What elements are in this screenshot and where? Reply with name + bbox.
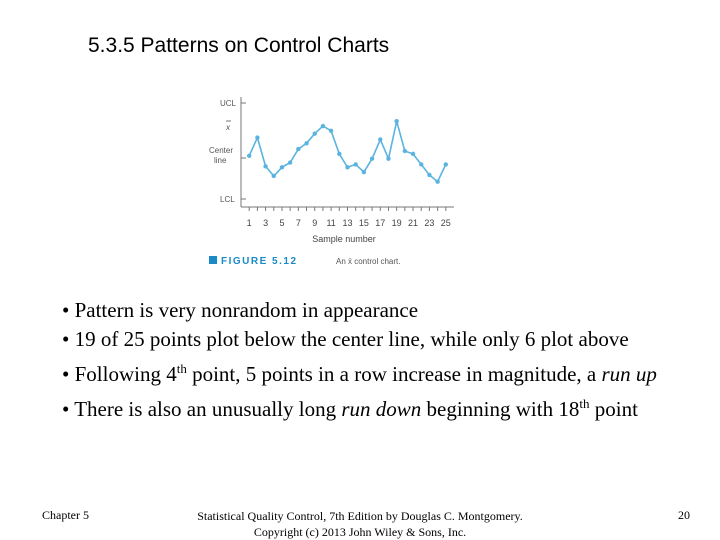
bullet-list [62, 296, 672, 424]
bullet-item [62, 389, 672, 424]
caption-marker [209, 256, 217, 264]
xbar-label: x [226, 123, 230, 132]
center-label: Center [209, 146, 234, 155]
x-tick-label: 23 [424, 218, 435, 228]
data-point [386, 156, 390, 160]
x-tick-label: 3 [263, 218, 269, 228]
data-point [321, 124, 325, 128]
x-axis-title: Sample number [312, 234, 376, 244]
x-ticks [249, 207, 446, 211]
data-point [304, 141, 308, 145]
data-point [353, 162, 357, 166]
footer-citation-line2: Copyright (c) 2013 John Wiley & Sons, Inc. [253, 525, 467, 539]
data-point [247, 154, 251, 158]
data-point [403, 149, 407, 153]
bullet-text: beginning with 18 [421, 397, 580, 421]
x-tick-label: 5 [279, 218, 285, 228]
data-point [370, 156, 374, 160]
bullet-text: • Pattern is very nonrandom in appearance [62, 298, 419, 322]
x-tick-label: 1 [246, 218, 252, 228]
x-tick-label: 13 [342, 218, 353, 228]
x-tick-label: 19 [391, 218, 402, 228]
x-tick-label: 15 [358, 218, 369, 228]
bullet-item [62, 354, 672, 389]
data-point [272, 174, 276, 178]
footer-citation-line1: Statistical Quality Control, 7th Edition by Douglas C. Montgomery. [197, 509, 523, 523]
x-tick-label: 21 [408, 218, 419, 228]
data-point [362, 170, 366, 174]
data-points [247, 119, 448, 184]
bullet-text: • There is also an unusually long [62, 397, 342, 421]
bullet-item [62, 296, 672, 325]
data-point [313, 132, 317, 136]
slide-title: 5.3.5 Patterns on Control Charts [88, 34, 390, 57]
x-tick-label: 9 [312, 218, 318, 228]
emphasis: run down [341, 397, 422, 421]
page-number: 20 [678, 508, 690, 522]
data-point [444, 162, 448, 166]
bullet-item [62, 325, 672, 354]
data-point [296, 147, 300, 151]
x-tick-label: 7 [295, 218, 301, 228]
footer-chapter: Chapter 5 [42, 508, 89, 522]
x-tick-labels [247, 218, 451, 228]
data-point [378, 137, 382, 141]
center-label-2: line [214, 156, 227, 165]
data-point [337, 152, 341, 156]
emphasis: run up [601, 362, 657, 386]
data-point [411, 152, 415, 156]
data-point [255, 135, 259, 139]
bullet-text: • 19 of 25 points plot below the center line, while only 6 plot above [62, 327, 629, 351]
superscript: th [176, 361, 187, 376]
data-point [394, 119, 398, 123]
lcl-label: LCL [220, 195, 235, 204]
data-point [435, 180, 439, 184]
x-tick-label: 11 [326, 218, 336, 228]
superscript: th [579, 396, 590, 411]
data-point [280, 165, 284, 169]
footer-citation [185, 508, 535, 540]
y-axis-labels [209, 99, 237, 204]
bullet-text: • Following 4 [62, 362, 177, 386]
figure-number: FIGURE 5.12 [221, 256, 298, 267]
control-chart-figure [200, 75, 462, 290]
data-point [329, 129, 333, 133]
data-point [419, 162, 423, 166]
x-tick-label: 17 [375, 218, 386, 228]
data-series-line [249, 121, 446, 182]
data-point [263, 164, 267, 168]
figure-caption: An x̄ control chart. [336, 257, 401, 266]
ucl-label: UCL [220, 99, 237, 108]
bullet-text: point, 5 points in a row increase in magnitude, a [186, 362, 602, 386]
data-point [288, 160, 292, 164]
data-point [345, 165, 349, 169]
x-tick-label: 25 [440, 218, 451, 228]
bullet-text: point [589, 397, 638, 421]
data-point [427, 173, 431, 177]
